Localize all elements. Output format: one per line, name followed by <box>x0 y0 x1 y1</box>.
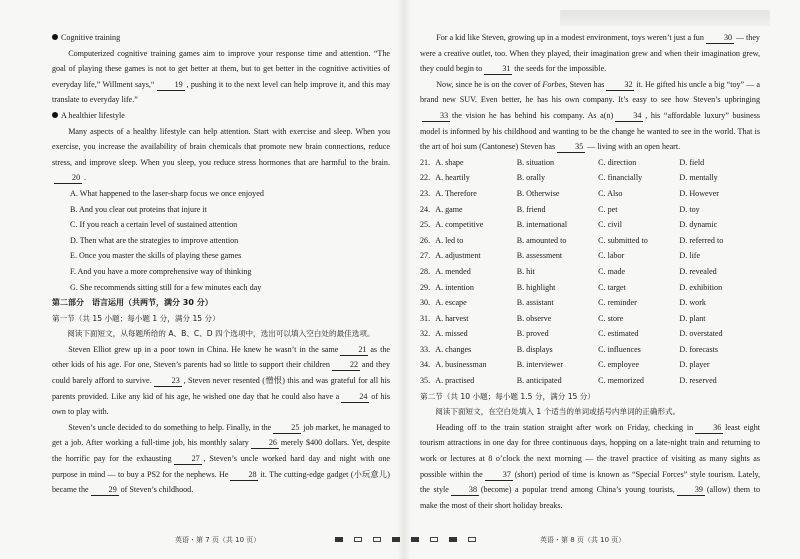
option-f: F. And you have a more comprehensive way of thinking <box>70 266 252 276</box>
answer-blank-19[interactable]: 19 <box>157 79 185 91</box>
answer-blank-22[interactable]: 22 <box>332 359 360 371</box>
choice-option[interactable]: C. store <box>598 313 624 323</box>
choice-option[interactable]: B. hit <box>516 266 535 276</box>
choice-option[interactable]: D. work <box>679 298 706 308</box>
question-number: 28. <box>420 266 431 276</box>
choice-row <box>420 264 760 280</box>
left-page-footer: 英语・第 7 页（共 10 页） <box>175 536 261 544</box>
choice-option[interactable]: A. Therefore <box>435 188 477 198</box>
question-number: 22. <box>420 173 431 183</box>
choice-row <box>420 342 760 358</box>
choice-option[interactable]: D. overstated <box>679 329 723 339</box>
choice-option[interactable]: C. made <box>598 266 626 276</box>
choice-row <box>420 233 760 249</box>
answer-blank-32[interactable]: 32 <box>606 79 634 91</box>
choice-option[interactable]: A. practised <box>435 376 475 386</box>
answer-blank-29[interactable]: 29 <box>91 484 119 496</box>
choice-option[interactable]: C. influences <box>598 344 641 354</box>
choice-option[interactable]: C. memorized <box>598 376 644 386</box>
choice-option[interactable]: D. exhibition <box>679 282 723 292</box>
choice-option[interactable]: B. friend <box>516 204 546 214</box>
choice-option[interactable]: D. forecasts <box>679 344 719 354</box>
choice-row <box>420 280 760 296</box>
choice-option[interactable]: C. target <box>598 282 626 292</box>
right-page-footer: 英语・第 8 页（共 10 页） <box>540 536 626 544</box>
cloze-choices-table <box>420 155 760 389</box>
section-two-instructions: 阅读下面短文，在空白处填入 1 个适当的单词或括号内单词的正确形式。 <box>435 407 681 417</box>
question-number: 34. <box>420 360 431 370</box>
choice-option[interactable]: D. plant <box>679 313 706 323</box>
mark-icon <box>430 537 438 542</box>
grammar-passage: Heading off to the train station straight after work on Friday, checking in 36 least eight tourism attractions in one day for three continuous days, hopping on a late-night train and returning to work or lectures at 8 o’clock the next morning — the travel practice of visiting as many sights as possible within the 37 (short) period of time is known as “Special Forces” style tourism. Lately, the style 38 (become) a popular trend among China’s young tourists, 39 (allow) them to make the most of their short holiday breaks. <box>420 422 760 510</box>
choice-row <box>420 311 760 327</box>
option-e: E. Once you master the skills of playing these games <box>70 251 242 261</box>
choice-option[interactable]: A. escape <box>435 298 467 308</box>
choice-option[interactable]: B. Otherwise <box>516 188 560 198</box>
answer-blank-26[interactable]: 26 <box>251 437 279 449</box>
choice-option[interactable]: A. intention <box>435 282 474 292</box>
question-number: 21. <box>420 157 431 167</box>
choice-option[interactable]: B. highlight <box>516 282 556 292</box>
choice-option[interactable]: C. employee <box>598 360 640 370</box>
choice-row <box>420 373 760 389</box>
choice-option[interactable]: D. toy <box>679 204 700 214</box>
choice-option[interactable]: D. reserved <box>679 376 717 386</box>
choice-option[interactable]: C. civil <box>598 220 622 230</box>
option-c: C. If you reach a certain level of sustained attention <box>70 220 238 230</box>
choice-option[interactable]: B. assistant <box>516 298 554 308</box>
choice-option[interactable]: C. Also <box>598 188 623 198</box>
question-number: 35. <box>420 376 431 386</box>
choice-option[interactable]: A. competitive <box>435 220 484 230</box>
mark-icon <box>354 537 362 542</box>
choice-row <box>420 186 760 202</box>
cognitive-heading: Cognitive training <box>52 30 390 46</box>
choice-option[interactable]: D. However <box>679 188 719 198</box>
option-a: A. What happened to the laser-sharp focus we once enjoyed <box>70 188 264 198</box>
choice-row <box>420 248 760 264</box>
choice-option[interactable]: D. field <box>679 157 705 167</box>
choice-row <box>420 170 760 186</box>
section-one-heading: 第一节（共 15 小题；每小题 1 分，满分 15 分） <box>52 313 220 323</box>
choice-option[interactable]: B. anticipated <box>516 376 562 386</box>
question-number: 30. <box>420 298 431 308</box>
steven-paragraph-3: For a kid like Steven, growing up in a modest environment, toys weren’t just a fun 30 — they were a creative outlet, too. When they played, their imagination grew and when their imagination grew, they could begin to 31 the seeds for the impossible. <box>420 33 760 74</box>
choice-option[interactable]: B. proved <box>516 329 549 339</box>
choice-row <box>420 295 760 311</box>
choice-row <box>420 357 760 373</box>
steven-paragraph-1: Steven Elliot grew up in a poor town in China. He knew he wasn’t in the same 21 as the other kids of his age. For one, Steven’s parents had so little to support their children 22 and they could barely afford to survive. 23 , Steven never resented (憎恨) this and was grateful for all his parents provided. Like any kid of his age, he wished one day that he could also have a 24 of his own to play with. <box>52 344 390 417</box>
answer-blank-23[interactable]: 23 <box>154 375 182 387</box>
mark-icon <box>392 537 400 542</box>
choice-row <box>420 202 760 218</box>
choice-option[interactable]: A. game <box>435 204 463 214</box>
choice-option[interactable]: B. displays <box>516 344 553 354</box>
choice-option[interactable]: B. situation <box>516 157 555 167</box>
bullet-icon <box>52 34 58 40</box>
choice-option[interactable]: D. referred to <box>679 235 724 245</box>
mark-icon <box>468 537 476 542</box>
answer-blank-24[interactable]: 24 <box>341 391 369 403</box>
answer-blank-37[interactable]: 37 <box>485 469 513 481</box>
answer-blank-27[interactable]: 27 <box>174 453 202 465</box>
answer-blank-33[interactable]: 33 <box>422 110 450 122</box>
choice-option[interactable]: A. shape <box>435 157 464 167</box>
question-number: 33. <box>420 344 431 354</box>
lifestyle-paragraph: Many aspects of a healthy lifestyle can help attention. Start with exercise and sleep. When you exercise, you increase the availability of brain chemicals that promote new brain connections, reduce stress, and improve sleep. When you sleep, you reduce stress hormones that are harmful to the brain.20 . <box>52 126 390 183</box>
question-number: 23. <box>420 188 431 198</box>
answer-blank-21[interactable]: 21 <box>340 344 368 356</box>
section-two-heading: 第二节（共 10 小题；每小题 1.5 分，满分 15 分） <box>420 391 595 401</box>
choice-option[interactable]: C. financially <box>598 173 643 183</box>
choice-option[interactable]: C. pet <box>598 204 618 214</box>
mark-icon <box>411 537 419 542</box>
choice-option[interactable]: A. adjustment <box>435 251 481 261</box>
choice-option[interactable]: C. reminder <box>598 298 637 308</box>
registration-marks <box>335 537 476 542</box>
answer-blank-35[interactable]: 35 <box>557 141 585 153</box>
choice-option[interactable]: D. revealed <box>679 266 717 276</box>
choice-option[interactable]: B. amounted to <box>516 235 567 245</box>
choice-option[interactable]: A. missed <box>435 329 468 339</box>
choice-option[interactable]: D. dynamic <box>679 220 718 230</box>
choice-option[interactable]: D. life <box>679 251 701 261</box>
choice-option[interactable]: A. changes <box>435 344 472 354</box>
answer-blank-34[interactable]: 34 <box>615 110 643 122</box>
choice-option[interactable]: B. observe <box>516 313 552 323</box>
choice-option[interactable]: D. mentally <box>679 173 718 183</box>
choice-option[interactable]: B. interviewer <box>516 360 564 370</box>
choice-option[interactable]: B. orally <box>516 173 546 183</box>
choice-option[interactable]: C. labor <box>598 251 625 261</box>
choice-option[interactable]: D. player <box>679 360 710 370</box>
choice-option[interactable]: C. estimated <box>598 329 639 339</box>
lifestyle-heading: A healthier lifestyle <box>52 108 390 124</box>
question-number: 26. <box>420 235 431 245</box>
answer-blank-30[interactable]: 30 <box>706 32 734 44</box>
option-g: G. She recommends sitting still for a few minutes each day <box>70 282 262 292</box>
choice-option[interactable]: B. assessment <box>516 251 563 261</box>
left-page <box>52 30 390 498</box>
mark-icon <box>449 537 457 542</box>
page-fold <box>397 0 411 559</box>
choice-option[interactable]: B. international <box>516 220 568 230</box>
answer-blank-20[interactable]: 20 <box>54 172 82 184</box>
question-number: 32. <box>420 329 431 339</box>
choice-option[interactable]: A. heartily <box>435 173 470 183</box>
choice-option[interactable]: A. led to <box>435 235 464 245</box>
question-number: 27. <box>420 251 431 261</box>
answer-blank-25[interactable]: 25 <box>273 422 301 434</box>
steven-paragraph-2: Steven’s uncle decided to do something to help. Finally, in the 25 job market, he managed to get a job. After working a full-time job, his monthly salary 26 merely $400 dollars. Yet, despite the horrific pay for the exhausting 27 , Steven’s uncle worked hard day and night with one purpose in mind — to buy a PS2 for the nephews. He 28 it. The cutting-edge gadget (小玩意儿) became the 29 of Steven’s childhood. <box>52 422 390 495</box>
choice-option[interactable]: A. businessman <box>435 360 487 370</box>
choice-row <box>420 155 760 171</box>
answer-blank-38[interactable]: 38 <box>451 484 479 496</box>
choice-row <box>420 326 760 342</box>
mark-icon <box>373 537 381 542</box>
right-page <box>420 30 760 513</box>
question-number: 31. <box>420 313 431 323</box>
mark-icon <box>335 537 343 542</box>
option-d: D. Then what are the strategies to improve attention <box>70 235 239 245</box>
bullet-icon <box>52 112 58 118</box>
answer-blank-36[interactable]: 36 <box>695 422 723 434</box>
cognitive-paragraph: Computerized cognitive training games aim to improve your response time and attention. “The goal of playing these games is not to get better at them, but to get better in the cognitive activities of everyday life,” Willment says,“ 19 , pushing it to the next level can help improve it, and this may translate to everyday life.” <box>52 48 390 105</box>
answer-blank-28[interactable]: 28 <box>230 469 258 481</box>
question-number: 29. <box>420 282 431 292</box>
choice-option[interactable]: C. submitted to <box>598 235 648 245</box>
choice-option[interactable]: C. direction <box>598 157 637 167</box>
blurred-header-strip <box>560 10 770 26</box>
choice-option[interactable]: A. harvest <box>435 313 469 323</box>
choice-row <box>420 217 760 233</box>
question-number: 24. <box>420 204 431 214</box>
section-one-instructions: 阅读下面短文，从每题所给的 A、B、C、D 四个选项中，选出可以填入空白处的最佳选项。 <box>67 329 375 339</box>
question-number: 25. <box>420 220 431 230</box>
answer-blank-39[interactable]: 39 <box>677 484 705 496</box>
steven-paragraph-4: Now, since he is on the cover of Forbes, Steven has 32 it. He gifted his uncle a big “toy” — a brand new SUV. Even better, he has his own company. It’s easy to see how Steven’s upbringing33 the vision he has behind his company. As a(n) 34 , his “affordable luxury” business model is informed by his childhood and wanting to be the change he wanted to see in the world. That is the art of hoi sum (Cantonese) Steven has 35 — living with an open heart. <box>420 79 760 152</box>
answer-blank-31[interactable]: 31 <box>484 63 512 75</box>
choice-option[interactable]: A. mended <box>435 266 471 276</box>
option-b: B. And you clear out proteins that injure it <box>70 204 207 214</box>
part-two-heading: 第二部分 语言运用（共两节，满分 30 分） <box>52 298 213 308</box>
